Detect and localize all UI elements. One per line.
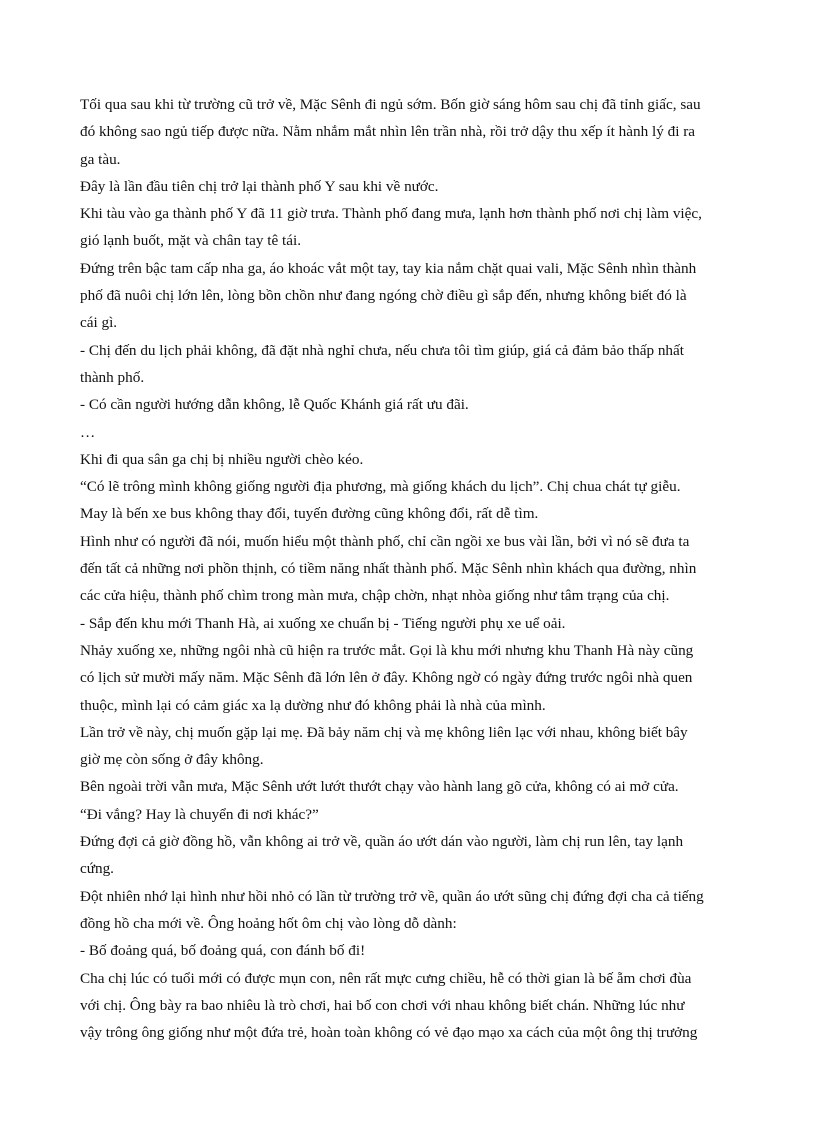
text-line: Đứng trên bậc tam cấp nha ga, áo khoác vắt một tay, tay kia nắm chặt quai vali, Mặc Sênh nhìn thành (80, 259, 697, 277)
text-line: cái gì. (80, 314, 118, 332)
text-line: “Đi vắng? Hay là chuyển đi nơi khác?” (80, 805, 319, 823)
text-line: Khi tàu vào ga thành phố Y đã 11 giờ trưa. Thành phố đang mưa, lạnh hơn thành phố nơi chị làm việc, (80, 205, 702, 223)
text-line: Nhảy xuống xe, những ngôi nhà cũ hiện ra trước mắt. Gọi là khu mới nhưng khu Thanh Hà này cũng (80, 641, 694, 659)
text-line: đó không sao ngủ tiếp được nữa. Nằm nhắm mắt nhìn lên trần nhà, rồi trở dậy thu xếp ít hành lý đi ra (80, 123, 696, 141)
text-line: Cha chị lúc có tuổi mới có được mụn con, nên rất mực cưng chiều, hễ có thời gian là bế ẵm chơi đùa (80, 969, 692, 987)
text-line: Lần trở về này, chị muốn gặp lại mẹ. Đã bảy năm chị và mẹ không liên lạc với nhau, không biết bây (80, 723, 688, 741)
document-page (80, 91, 748, 1046)
text-line: có lịch sử mười mấy năm. Mặc Sênh đã lớn lên ở đây. Không ngờ có ngày đứng trước ngôi nhà quen (80, 669, 693, 687)
text-line: Hình như có người đã nói, muốn hiểu một thành phố, chỉ cần ngồi xe bus vài lần, bởi vì nó sẽ đưa ta (80, 532, 690, 550)
text-line: - Bố đoảng quá, bố đoảng quá, con đánh bố đi! (80, 942, 366, 960)
text-line: đến tất cả những nơi phồn thịnh, có tiềm năng nhất thành phố. Mặc Sênh nhìn khách qua đường, nhìn (80, 560, 697, 578)
text-line: vậy trông ông giống như một đứa trẻ, hoàn toàn không có vẻ đạo mạo xa cách của một ông thị trưởng (80, 1024, 698, 1042)
text-line: giờ mẹ còn sống ở đây không. (80, 751, 264, 769)
text-line: cứng. (80, 860, 114, 878)
text-line: các cửa hiệu, thành phố chìm trong màn mưa, chập chờn, nhạt nhòa giống như tâm trạng của chị. (80, 587, 670, 605)
text-line: Đây là lần đầu tiên chị trở lại thành phố Y sau khi về nước. (80, 177, 439, 195)
text-line: ga tàu. (80, 150, 121, 168)
text-line: Bên ngoài trời vẫn mưa, Mặc Sênh ướt lướt thướt chạy vào hành lang gõ cửa, không có ai mở cửa. (80, 778, 679, 796)
text-line: gió lạnh buốt, mặt và chân tay tê tái. (80, 232, 301, 250)
text-line: Tối qua sau khi từ trường cũ trở về, Mặc Sênh đi ngủ sớm. Bốn giờ sáng hôm sau chị đã tỉnh giấc, sau (80, 96, 701, 113)
text-line: đồng hồ cha mới về. Ông hoảng hốt ôm chị vào lòng dỗ dành: (80, 914, 457, 932)
text-line: phố đã nuôi chị lớn lên, lòng bồn chồn như đang ngóng chờ điều gì sắp đến, nhưng không biết đó là (80, 287, 687, 305)
text-line: với chị. Ông bày ra bao nhiêu là trò chơi, hai bố con chơi với nhau không biết chán. Những lúc như (80, 996, 685, 1014)
text-line: - Sắp đến khu mới Thanh Hà, ai xuống xe chuẩn bị - Tiếng người phụ xe uể oải. (80, 614, 566, 632)
text-line: Đột nhiên nhớ lại hình như hồi nhỏ có lần từ trường trở về, quần áo ướt sũng chị đứng đợi cha cả tiếng (80, 887, 704, 905)
text-line: May là bến xe bus không thay đổi, tuyến đường cũng không đổi, rất dễ tìm. (80, 505, 539, 523)
text-line: thuộc, mình lại có cảm giác xa lạ dường như đó không phải là nhà của mình. (80, 696, 546, 714)
text-line: Khi đi qua sân ga chị bị nhiều người chèo kéo. (80, 450, 364, 468)
text-line: … (80, 423, 96, 441)
text-line: thành phố. (80, 368, 145, 386)
text-line: Đứng đợi cả giờ đồng hồ, vẫn không ai trở về, quần áo ướt dán vào người, làm chị run lên, tay lạnh (80, 833, 684, 851)
text-line: - Có cần người hướng dẫn không, lễ Quốc Khánh giá rất ưu đãi. (80, 396, 469, 414)
text-line: “Có lẽ trông mình không giống người địa phương, mà giống khách du lịch”. Chị chua chát tự giễu. (80, 478, 681, 496)
text-line: - Chị đến du lịch phải không, đã đặt nhà nghỉ chưa, nếu chưa tôi tìm giúp, giá cả đảm bảo thấp nhất (80, 341, 684, 359)
